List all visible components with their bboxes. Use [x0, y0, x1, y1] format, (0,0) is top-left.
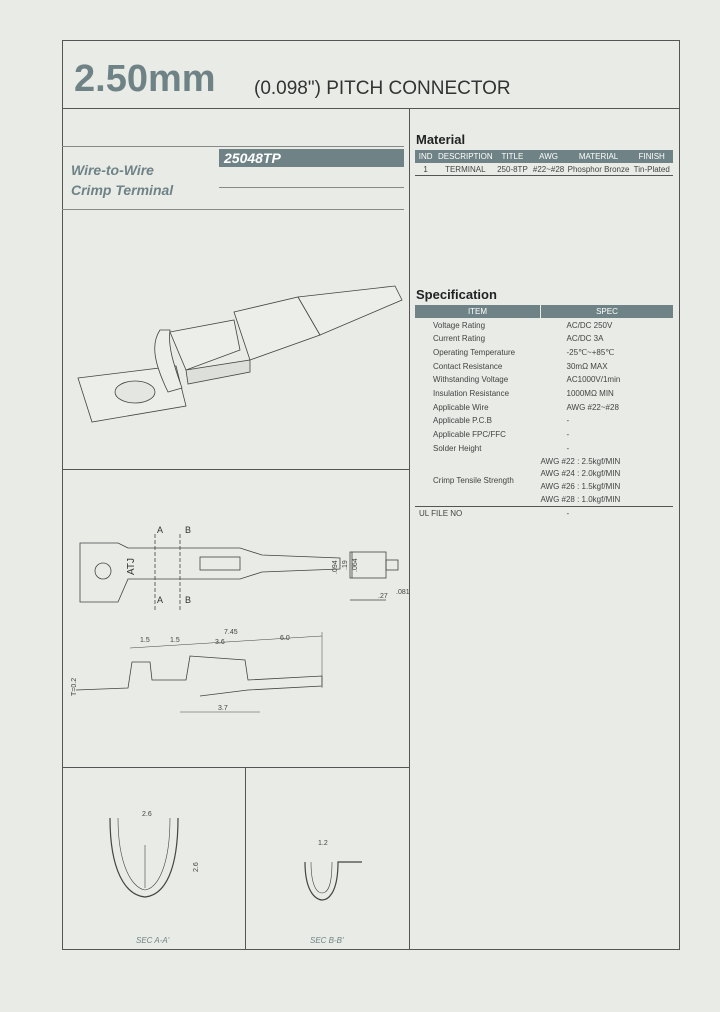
side-view: [76, 632, 322, 712]
spec-value: AC/DC 3A: [566, 334, 604, 343]
specification-title: Specification: [416, 287, 497, 302]
page-title: (0.098") PITCH CONNECTOR: [254, 78, 511, 99]
dim-left: T=0.2: [71, 677, 78, 696]
dim-height-a: .094: [332, 560, 339, 574]
spec-value: -: [566, 508, 570, 518]
end-view-tip: [386, 560, 398, 570]
spec-value: 30mΩ MAX: [566, 361, 608, 371]
spec-value: 1000MΩ MIN: [566, 388, 614, 398]
dim-mid: 3.6: [215, 639, 225, 646]
spec-item: UL FILE NO: [419, 508, 463, 518]
spec-item: Solder Height: [433, 443, 482, 453]
dim-height-b: .19: [342, 560, 349, 570]
spec-item: Insulation Resistance: [433, 388, 510, 398]
spec-value: AWG #26 : 1.5kgf/MIN: [540, 482, 621, 491]
wire-barrel: [170, 320, 240, 370]
section-bb-drawing: [305, 862, 362, 900]
col-title: TITLE: [494, 150, 530, 163]
spec-item: Operating Temperature: [433, 347, 516, 357]
side-outline: [76, 656, 322, 696]
col-item: ITEM: [415, 305, 541, 318]
col-spec: SPEC: [541, 305, 674, 318]
section-label-a-bottom: A: [157, 595, 164, 605]
spec-item: Applicable Wire: [433, 402, 489, 412]
plan-window: [200, 557, 240, 570]
spec-value: -25℃~+85℃: [566, 347, 615, 357]
tab-hole: [115, 381, 155, 403]
cell-awg: #22~#28: [531, 163, 567, 176]
isometric-terminal: [78, 286, 402, 422]
section-aa-drawing: [110, 818, 178, 897]
section-bb-caption: SEC B-B': [310, 936, 344, 945]
spec-item: Applicable P.C.B: [433, 416, 492, 425]
spec-item: Withstanding Voltage: [433, 375, 509, 384]
section-label-b-bottom: B: [185, 595, 192, 605]
spec-item: Contact Resistance: [433, 361, 503, 371]
spec-value: AWG #24 : 2.0kgf/MIN: [540, 469, 621, 478]
terminal-mark: ATJ: [126, 557, 137, 575]
section-aa-caption: SEC A-A': [136, 936, 170, 945]
spec-value: AC/DC 250V: [566, 320, 613, 330]
spec-value: AWG #22~#28: [566, 402, 619, 412]
plan-hole: [95, 563, 111, 579]
dim-width-small: .27: [378, 593, 388, 600]
product-type-line1: Wire-to-Wire: [71, 162, 154, 178]
col-description: DESCRIPTION: [437, 152, 493, 161]
col-material: MATERIAL: [567, 150, 631, 163]
section-bb-outer: [305, 862, 362, 900]
spec-value: AWG #28 : 1.0kgf/MIN: [541, 493, 674, 506]
cell-description: TERMINAL: [436, 163, 494, 176]
col-ind: IND: [415, 150, 436, 163]
side-dim-line: [130, 636, 322, 648]
section-aa-height: 2.6: [193, 862, 200, 872]
section-aa-outer: [110, 818, 178, 897]
spec-item: Current Rating: [433, 334, 486, 343]
spec-value: -: [566, 429, 570, 439]
section-label-b-top: B: [185, 525, 192, 535]
spec-item: Applicable FPC/FFC: [433, 429, 506, 439]
dim-thickness: .081: [396, 589, 410, 596]
section-aa-width: 2.6: [142, 811, 152, 818]
spec-value: -: [566, 443, 570, 453]
dim-top-b: 1.5: [170, 637, 180, 644]
cell-ind: 1: [415, 163, 436, 176]
spec-item: Crimp Tensile Strength: [415, 455, 541, 506]
col-awg: AWG: [531, 150, 567, 163]
spec-value: AC1000V/1min: [566, 375, 621, 384]
material-title: Material: [416, 132, 466, 147]
spec-value: AWG #22 : 2.5kgf/MIN: [540, 456, 621, 466]
pitch-size: 2.50mm: [74, 58, 216, 100]
dim-right: 6.0: [280, 635, 290, 642]
dim-bottom: 3.7: [218, 705, 228, 712]
col-finish: FINISH: [630, 150, 673, 163]
plan-outline: [80, 543, 340, 602]
cell-title: 250-8TP: [494, 163, 530, 176]
section-aa-inner: [118, 818, 170, 890]
section-bb-width: 1.2: [318, 840, 328, 847]
spec-item: Voltage Rating: [433, 320, 486, 330]
dim-top-a: 1.5: [140, 637, 150, 644]
cell-finish: Tin-Plated: [630, 163, 673, 176]
product-type-line2: Crimp Terminal: [71, 182, 174, 198]
dim-total: 7.45: [224, 629, 238, 636]
section-label-a-top: A: [157, 525, 164, 535]
dim-height-c: .064: [352, 558, 359, 572]
cell-material: Phosphor Bronze: [567, 164, 630, 174]
spec-value: -: [566, 416, 570, 425]
section-bb-inner: [311, 862, 332, 893]
part-number: 25048TP: [224, 150, 281, 166]
